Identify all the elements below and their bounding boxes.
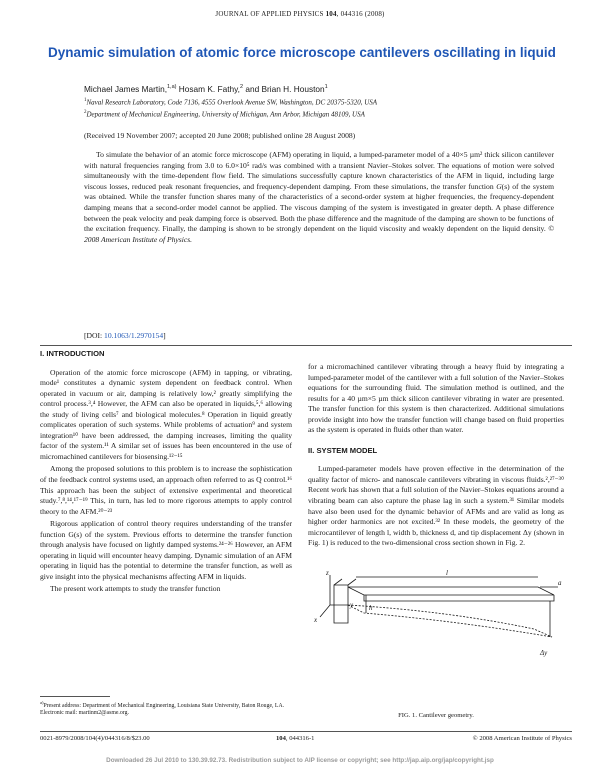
- abstract-text-2: (s) of the system was obtained. While the transfer function shares many of the characteristics of a second-order system at higher frequencies, the frequency-dependent damping means that a second-order model cannot be applied. The viscous damping of the system is investigated in greater depth. A phase difference between the peak velocity and peak damping force is observed. Both the phase difference and the magnitude of the damping are shown to be functions of the excitation frequency. Finally, the damping is shown to be strongly dependent on the liquid viscosity and weakly dependent on the liquid density.: [84, 181, 555, 234]
- affiliation-2-text: Department of Mechanical Engineering, University of Michigan, Ann Arbor, Michigan 48109, USA: [86, 109, 365, 118]
- issue-info: , 044316 (2008): [336, 10, 385, 18]
- cantilever-geometry-figure: [308, 565, 564, 695]
- cantilever-base: [334, 585, 348, 623]
- intro-paragraph-3: Rigorous application of control theory requires understanding of the transfer function G(s) of the system. Previous efforts to determine the transfer function through analysis have focused on lightly damped systems.²⁴⁻²⁶ However, an AFM operating in liquid will encounter heavy damping. Dynamic simulation of an AFM operating in liquid has the potential to determine the transfer function, as well as give insight into the physical mechanisms affecting AFM in liquids.: [40, 519, 292, 581]
- footnote: [40, 699, 292, 717]
- affiliation-2-sup: 2: [84, 109, 87, 115]
- footer-page-number: [276, 735, 314, 742]
- intro-paragraph-2: Among the proposed solutions to this problem is to increase the sophistication of the feedback control systems used, an approach often referred to as Q control.¹⁶ This approach has been the subject of extensive experimental and theoretical study.⁷,⁸,¹⁴,¹⁷⁻¹⁹ This, in turn, has led to more rigorous attempts to apply control theory to the AFM.²⁰⁻²³: [40, 464, 292, 516]
- affiliation-1: [84, 96, 564, 108]
- abstract-text-1: To simulate the behavior of an atomic force microscope (AFM) operating in liquid, a lumped-parameter model of a 40×5 µm² thick silicon cantilever with natural frequencies ranging from 3.0 to 6.0×10⁵ rad/s was combined with a transient Navier–Stokes solver. The equations of motion were solved simultaneously with the time-dependent flow field. The simulations successfully capture known characteristics of the AFM in liquid, including large viscous losses, reduced peak resonant frequencies, and frequency-dependent damping. From these simulations, the transfer function: [84, 150, 554, 191]
- right-column: [308, 362, 564, 551]
- affiliation-1-text: Naval Research Laboratory, Code 7136, 4555 Overlook Avenue SW, Washington, DC 20375-5320, USA: [86, 98, 378, 107]
- doi-prefix: [DOI:: [84, 331, 105, 340]
- running-head: [0, 10, 600, 18]
- abstract-copyright: © 2008 American Institute of Physics.: [84, 224, 554, 244]
- base-edge-top: [334, 579, 342, 585]
- abstract-divider: [40, 345, 572, 346]
- label-z: z: [326, 569, 329, 577]
- author-2-sup: 2: [239, 84, 244, 91]
- volume-number: 104: [325, 10, 337, 18]
- abstract: [84, 150, 554, 245]
- doi-line: [84, 331, 166, 340]
- cantilever-rest-side: [364, 595, 554, 601]
- section-heading-system-model: II. SYSTEM MODEL: [308, 445, 378, 455]
- right-paragraph-2: Lumped-parameter models have proven effective in the determination of the quality factor of micro- and nanoscale cantilevers vibrating in viscous fluids.²,²⁷⁻³⁰ Recent work has shown that a full solution of the Navier–Stokes equations around a vibrating beam can also capture the phase lag in such a system.³¹ Similar models have also been used for the dynamic behavior of AFMs and are valid as long as higher order harmonics are not excited.³² In these models, the geometry of the microcantilever of length l, width b, thickness d, and tip displacement Δy (shown in Fig. 1) is reduced to the two-dimensional cross section shown in Fig. 2.: [308, 464, 564, 548]
- footnote-divider: [40, 696, 110, 697]
- label-h: h: [369, 604, 373, 612]
- footer-divider: [40, 731, 572, 732]
- label-a: a: [558, 579, 562, 587]
- author-1-sup: 1,a): [167, 84, 177, 91]
- footer-page: , 044316-1: [285, 735, 315, 742]
- download-notice: Downloaded 26 Jul 2010 to 130.39.92.73. Redistribution subject to AIP license or copyright; see http://jap.aip.org/jap/copyright.jsp: [106, 757, 494, 764]
- right-paragraph-1: for a micromachined cantilever vibrating through a heavy fluid by integrating a lumped-parameter model of the cantilever with a full solution of the Navier–Stokes equations for the surrounding fluid. The simulation method is outlined, and the results for a 40 µm×5 µm thick silicon cantilever vibrating in water are presented. The transfer function for this system is then characterized. Additional simulations provide insight into how the transfer function will change based on fluid properties as the system is operated in fluids other than water.: [308, 362, 564, 435]
- label-y: y: [350, 601, 354, 609]
- label-l: l: [446, 569, 448, 577]
- abstract-gs: G: [496, 181, 502, 191]
- footer-volume: 104: [276, 735, 286, 742]
- label-delta-y: Δy: [540, 649, 548, 657]
- author-list: [84, 84, 564, 94]
- x-axis: [320, 605, 330, 617]
- figure-caption: FIG. 1. Cantilever geometry.: [398, 712, 474, 719]
- footnote-marker: a): [40, 700, 44, 705]
- journal-name: JOURNAL OF APPLIED PHYSICS: [215, 10, 324, 18]
- affiliation-1-sup: 1: [84, 98, 87, 103]
- doi-link[interactable]: 10.1063/1.2970154: [104, 331, 164, 340]
- paper-title: Dynamic simulation of atomic force microscope cantilevers oscillating in liquid: [48, 45, 556, 60]
- intro-paragraph-4: The present work attempts to study the transfer function: [50, 584, 221, 594]
- affiliations: [84, 96, 564, 119]
- doi-suffix: ]: [163, 331, 166, 340]
- footer-copyright: © 2008 American Institute of Physics: [472, 735, 572, 742]
- base-edge-right: [348, 579, 356, 585]
- author-3-sup: 1: [324, 84, 328, 91]
- author-1: Michael James Martin,: [84, 84, 167, 94]
- author-2: Hosam K. Fathy,: [176, 84, 240, 94]
- label-x: x: [314, 616, 318, 624]
- affiliation-2: [84, 108, 564, 120]
- section-heading-intro: I. INTRODUCTION: [40, 349, 105, 358]
- received-dates: (Received 19 November 2007; accepted 20 June 2008; published online 28 August 2008): [84, 131, 356, 140]
- author-3: and Brian H. Houston: [243, 84, 325, 94]
- cantilever-deflected: [348, 605, 552, 637]
- footnote-text: Present address: Department of Mechanical Engineering, Louisiana State University, Baton Rouge, LA. Electronic mail: martinm2@asme.org.: [40, 702, 285, 717]
- footer-issn: 0021-8979/2008/104(4)/044316/8/$23.00: [40, 735, 150, 742]
- cantilever-rest: [348, 587, 554, 595]
- intro-paragraph-1: Operation of the atomic force microscope (AFM) in tapping, or vibrating, mode¹ constitutes a dynamic system dependent on feedback control. When operated in vacuum or air, damping is relatively low,² greatly simplifying the control process.³,⁴ However, the AFM can also be operated in liquids,⁵,⁶ allowing the study of living cells⁷ and biological molecules.⁸ Operation in liquid greatly complicates operation of such systems. While problems of actuation⁹ and system integration¹⁰ have been addressed, the damping increases, limiting the quality factor of the system.¹¹ A similar set of issues has been encountered in the use of micromachined cantilevers for biosensing.¹²⁻¹⁵: [40, 367, 292, 461]
- left-column: [40, 349, 292, 597]
